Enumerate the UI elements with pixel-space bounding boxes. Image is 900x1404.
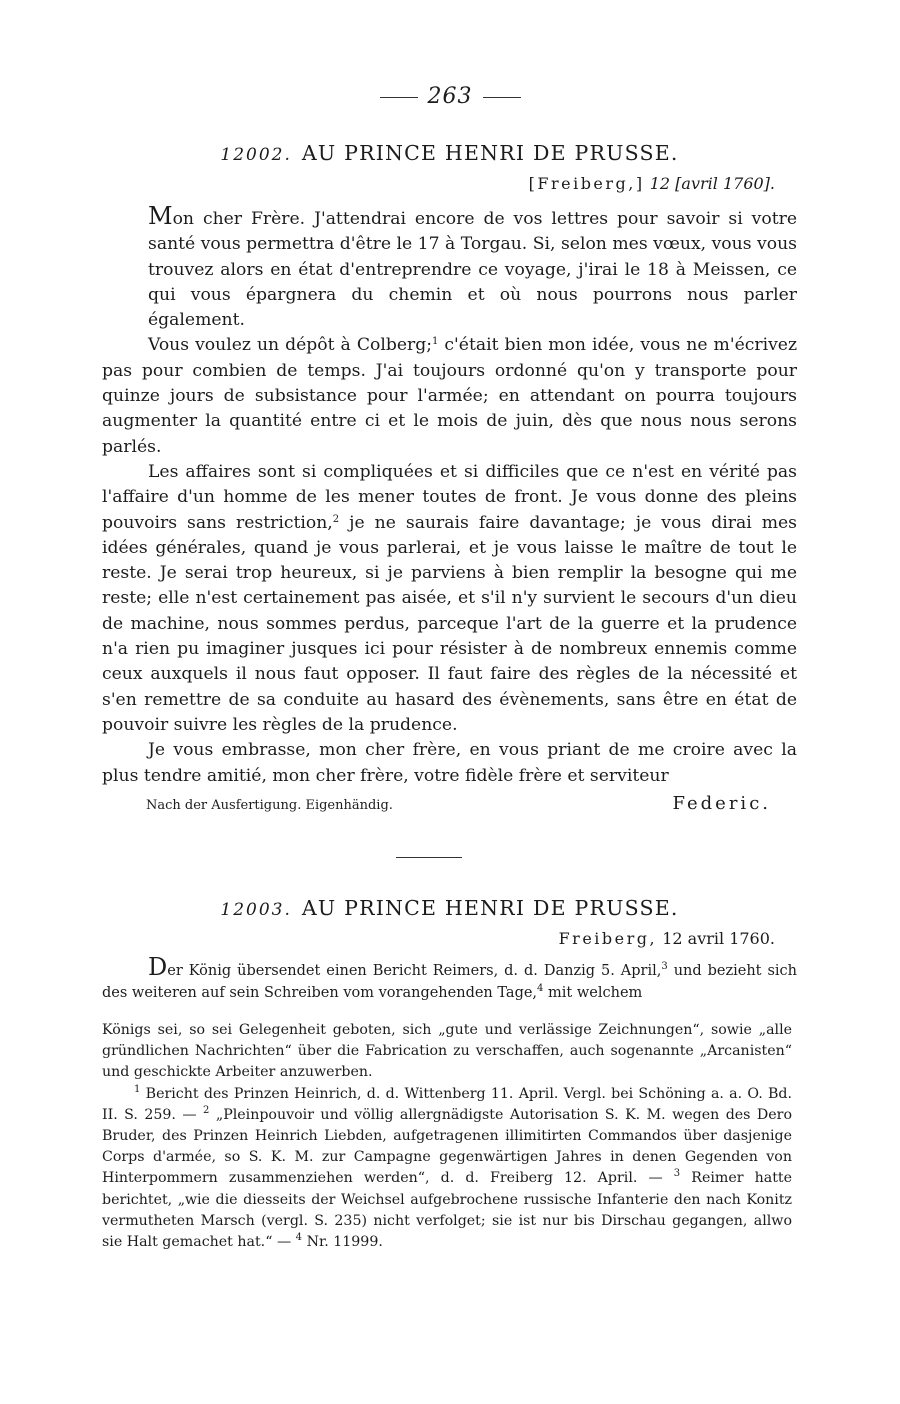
footnote-2: „Pleinpouvoir und völlig allergnädigste Autorisation S. K. M. wegen des Dero Bruder, des Prinzen Heinrich Liebden, aufgetragenen illimitirten Commandos über dasjenige Corps d'armée, so S. K. M. zur Campagne gegenwärtigen Jahres in denen Gegenden von Hinterpommern zusammenziehen werden“, d. d. Freiberg 12. April. —: [102, 1106, 793, 1187]
drop-cap: D: [148, 953, 168, 981]
footnote-3: Reimer hatte berichtet, „wie die diesseits der Weichsel aufgebrochene russische Infanterie den nach Konitz vermutheten Marsch (vergl. S. 235) nicht verfolget; sie ist nur bis Dirschau gegangen, allwo sie Halt gemachet hat.“ —: [102, 1170, 793, 1251]
footnote-marker: 4: [537, 983, 544, 994]
page-number: [0, 84, 900, 109]
footnote-4: Nr. 11999.: [306, 1234, 383, 1251]
footnote-marker: 2: [332, 513, 340, 525]
footnote-marker: 1: [134, 1083, 141, 1095]
drop-cap: M: [148, 202, 173, 230]
section-separator: [396, 857, 462, 858]
letter-place-date: [102, 172, 775, 196]
letter-title: AU PRINCE HENRI DE PRUSSE.: [301, 141, 679, 165]
footnote-marker: 4: [295, 1232, 303, 1244]
page-number-dash-right: [483, 97, 521, 98]
footnote-continuation: Königs sei, so sei Gelegenheit geboten, sich „gute und verlässige Zeichnungen“, sowie „alle gründlichen Nachrichten“ über die Fabrication zu verschaffen, auch sogenannte „Arcanisten“ und geschickte Arbeiter anzuwerben.: [102, 1022, 792, 1081]
footnotes: [102, 1020, 792, 1253]
paragraph: Les affaires sont si compliquées et si difficiles que ce n'est en vérité pas l'affaire d'un homme de les mener toutes de front. Je vous donne des pleins pouvoirs sans restriction,$^2$ je ne saurais faire davantage; je vous dirai mes idées générales, quand je vous parlerai, et je vous laisse le maître de tout le reste. Je serai trop heureux, si je parviens à bien remplir la besogne qui me reste; elle n'est certainement pas aisée, et s'il n'y survient le secours d'un dieu de machine, nous sommes perdus, parceque l'art de la guerre et la prudence n'a rien pu imaginer jusques ici pour résister à de nombreux ennemis comme ceux auxquels il nous faut opposer. Il faut faire des règles de la nécessité et s'en remettre de sa conduite au hasard des évènements, sans être en état de pouvoir suivre les règles de la prudence.: [102, 461, 798, 735]
letter-12002: [102, 138, 797, 814]
letter-date: 12 avril 1760.: [662, 929, 775, 948]
footnote-1: Bericht des Prinzen Heinrich, d. d. Wittenberg 11. April. Vergl. bei Schöning a. a. O. Bd. II. S. 259. —: [102, 1085, 792, 1123]
paragraph: Je vous embrasse, mon cher frère, en vous priant de me croire avec la plus tendre amitié, mon cher frère, votre fidèle frère et serviteur: [102, 740, 797, 786]
regest: [102, 953, 798, 1004]
letter-place-date: [102, 927, 775, 951]
letter-heading: [102, 138, 797, 170]
letter-place: [Freiberg,]: [528, 174, 645, 193]
letter-date: 12 [avril 1760].: [649, 174, 775, 193]
paragraph: Der König übersendet einen Bericht Reimers, d. d. Danzig 5. April,$^3$ und bezieht sich des weiteren auf sein Schreiben vom vorangehenden Tage,$^4$ mit welchem: [102, 953, 798, 1001]
source-note: Nach der Ausfertigung. Eigenhändig.: [146, 797, 393, 813]
footnote-block: [102, 1084, 792, 1254]
footnote-marker: 2: [203, 1104, 210, 1116]
paragraph: Mon cher Frère. J'attendrai encore de vos lettres pour savoir si votre santé vous permettra d'être le 17 à Torgau. Si, selon mes vœux, vous vous trouvez alors en état d'entreprendre ce voyage, j'irai le 18 à Meissen, ce qui vous épargnera du chemin et où nous pourrons nous parler également.: [148, 202, 797, 331]
source-line: [102, 793, 797, 814]
footnote-marker: 3: [661, 961, 668, 972]
letter-body: [102, 202, 798, 789]
letter-12003: [102, 893, 797, 1004]
paragraph: Vous voulez un dépôt à Colberg;$^1$ c'était bien mon idée, vous ne m'écrivez pas pour combien de temps. J'ai toujours ordonné qu'on y transporte pour quinze jours de subsistance pour l'armée; en attendant on pourra toujours augmenter la quantité entre ci et le mois de juin, dès que nous nous serons parlés.: [102, 335, 798, 457]
signature: Federic.: [672, 792, 771, 814]
letter-place: Freiberg,: [558, 929, 658, 948]
letter-title: AU PRINCE HENRI DE PRUSSE.: [301, 896, 679, 920]
page-number-dash-left: [380, 97, 418, 98]
letter-number: 12003.: [220, 900, 292, 920]
footnote-marker: 1: [432, 336, 439, 348]
page-number-value: 263: [427, 84, 473, 109]
letter-number: 12002.: [220, 145, 292, 165]
footnote-marker: 3: [673, 1168, 681, 1180]
letter-heading: [102, 893, 797, 925]
